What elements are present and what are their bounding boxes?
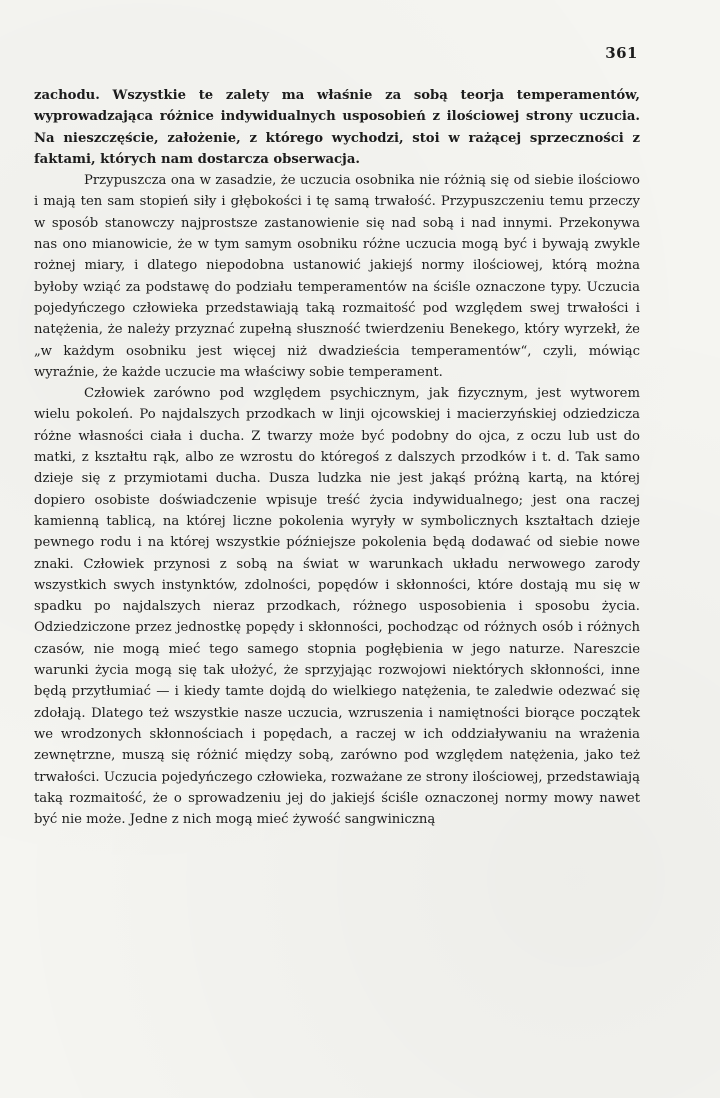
paragraph-heredity: Człowiek zarówno pod względem psychicznym, jak fizycznym, jest wytworem wielu pokoleń. Po najdalszych przodkach w linji ojcowskiej i macierzyńskiej odziedzicza różne własności ciała i ducha. Z twarzy może być podobny do ojca, z oczu lub ust do matki, z kształtu rąk, albo ze wzrostu do któregoś z dalszych przodków i t. d. Tak samo dzieje się z przymiotami ducha. Dusza ludzka nie jest jakąś próżną kartą, na której dopiero osobiste doświadczenie wpisuje treść życia indywidualnego; jest ona raczej kamienną tablicą, na której liczne pokolenia wyryły w symbolicznych kształtach dzieje pewnego rodu i na której wszystkie późniejsze pokolenia będą dodawać od siebie nowe znaki. Człowiek przynosi z sobą na świat w warunkach układu nerwowego zarody wszystkich swych instynktów, zdolności, popędów i skłonności, które dostają mu się w spadku po najdalszych nieraz przodkach, różnego usposobienia i sposobu życia. Odziedziczone przez jednostkę popędy i skłonności, pochodząc od różnych osób i różnych czasów, nie mogą mieć tego samego stopnia pogłębienia w jego naturze. Nareszcie warunki życia mogą się tak ułożyć, że sprzyjając rozwojowi niektórych skłonności, inne będą przytłumiać — i kiedy tamte dojdą do wielkiego natężenia, te zaledwie odezwać się zdołają. Dlatego też wszystkie nasze uczucia, wzruszenia i namiętności biorące początek we wrodzonych skłonnościach i popędach, a raczej w ich oddziaływaniu na wrażenia zewnętrzne, muszą się różnić między sobą, zarówno pod względem natężenia, jako też trwałości. Uczucia pojedyńczego człowieka, rozważane ze strony ilościowej, przedstawiają taką rozmaitość, że o sprowadzeniu jej do jakiejś ściśle oznaczonej normy mowy nawet być nie może. Jedne z nich mogą mieć żywość sangwiniczną xyxy=(34,386,640,828)
paragraph-temperament-theory: Przypuszcza ona w zasadzie, że uczucia osobnika nie różnią się od siebie ilościowo i mają ten sam stopień siły i głębokości i tę samą trwałość. Przypuszczeniu temu przeczy w sposób stanowczy najprostsze zastanowienie się nad sobą i nad innymi. Przekonywa nas ono mianowicie, że w tym samym osobniku różne uczucia mogą być i bywają zwykle rożnej miary, i dlatego niepodobna ustanowić jakiejś normy ilościowej, którą można byłoby wziąć za podstawę do podziału temperamentów na ściśle oznaczone typy. Uczucia pojedyńczego człowieka przedstawiają taką rozmaitość pod względem swej trwałości i natężenia, że należy przyznać zupełną słuszność twierdzeniu Benekego, który wyrzekł, że „w każdym osobniku jest więcej niż dwadzieścia temperamentów“, czyli, mówiąc wyraźnie, że każde uczucie ma właściwy sobie temperament. xyxy=(34,173,640,380)
page-number: 361 xyxy=(605,44,638,62)
body-text xyxy=(34,85,640,830)
paragraph-continuation: zachodu. Wszystkie te zalety ma właśnie za sobą teorja temperamentów, wyprowadzająca różnice indywidualnych usposobień z ilościowej strony uczucia. Na nieszczęście, założenie, z którego wychodzi, stoi w rażącej sprzeczności z faktami, których nam dostarcza obserwacja. xyxy=(34,88,640,167)
